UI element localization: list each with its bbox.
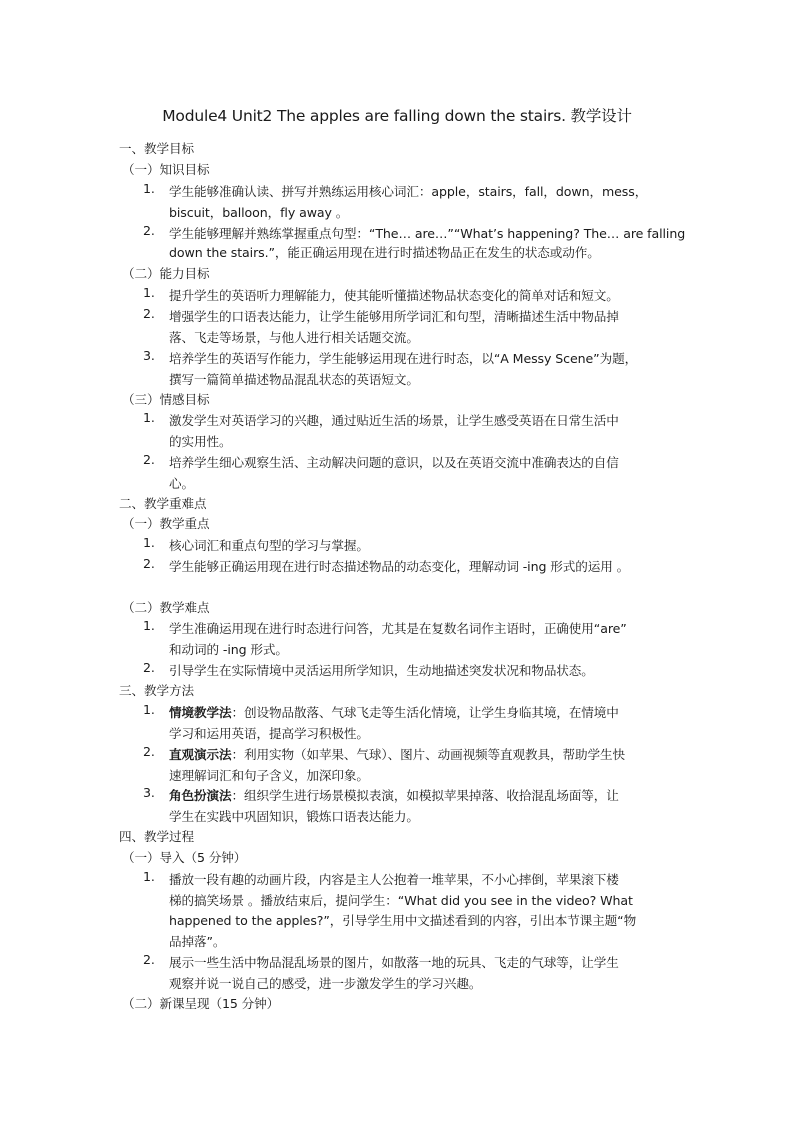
section-heading-methods: 三、教学方法 bbox=[119, 683, 194, 698]
list-item-text: 培养学生的英语写作能力，学生能够运用现在进行时态，以“A Messy Scene”为题， bbox=[169, 351, 638, 366]
list-item-text: 学生能够理解并熟练掌握重点句型：“The… are…”“What’s happening? The… are falling bbox=[169, 226, 686, 241]
list-item-text: 速理解词汇和句子含义，加深印象。 bbox=[169, 768, 369, 783]
list-item-text: 梯的搞笑场景 。播放结束后，提问学生：“What did you see in the video? What bbox=[169, 893, 633, 908]
list-item-text bbox=[169, 702, 619, 721]
list-item-text: 增强学生的口语表达能力，让学生能够用所学词汇和句型，清晰描述生活中物品掉 bbox=[169, 309, 619, 324]
list-item-text: 学生能够准确认读、拼写并熟练运用核心词汇：apple，stairs，fall，down，mess， bbox=[169, 184, 648, 199]
subsection-heading-intro: （一）导入（5 分钟） bbox=[122, 850, 247, 865]
method-description: ：创设物品散落、气球飞走等生活化情境，让学生身临其境，在情境中 bbox=[231, 705, 619, 720]
list-number: 3. bbox=[143, 785, 155, 800]
list-item-text: 和动词的 -ing 形式。 bbox=[169, 642, 288, 657]
list-number: 1. bbox=[143, 535, 155, 550]
list-number: 2. bbox=[143, 744, 155, 759]
list-item-text: 展示一些生活中物品混乱场景的图片，如散落一地的玩具、飞走的气球等，让学生 bbox=[169, 955, 619, 970]
list-item-text bbox=[169, 744, 625, 763]
list-number: 2. bbox=[143, 223, 155, 238]
list-item-text: 播放一段有趣的动画片段，内容是主人公抱着一堆苹果，不小心摔倒，苹果滚下楼 bbox=[169, 872, 619, 887]
section-heading-process: 四、教学过程 bbox=[119, 829, 194, 844]
subsection-heading-difficulty: （二）教学难点 bbox=[122, 600, 210, 615]
list-item-text: down the stairs.”，能正确运用现在进行时描述物品正在发生的状态或动作。 bbox=[169, 245, 600, 260]
list-number: 2. bbox=[143, 306, 155, 321]
list-number: 2. bbox=[143, 952, 155, 967]
list-number: 1. bbox=[143, 869, 155, 884]
subsection-heading-new-lesson: （二）新课呈现（15 分钟） bbox=[122, 996, 280, 1011]
list-item-text: 激发学生对英语学习的兴趣，通过贴近生活的场景，让学生感受英语在日常生活中 bbox=[169, 413, 619, 428]
list-item-text: 学生准确运用现在进行时态进行问答，尤其是在复数名词作主语时，正确使用“are” bbox=[169, 621, 627, 636]
document-title: Module4 Unit2 The apples are falling down the stairs. 教学设计 bbox=[162, 107, 632, 125]
list-item-text: biscuit，balloon，fly away 。 bbox=[169, 205, 349, 220]
subsection-heading-focus: （一）教学重点 bbox=[122, 516, 210, 531]
list-number: 2. bbox=[143, 452, 155, 467]
method-name: 情境教学法 bbox=[169, 705, 232, 720]
list-item-text: 观察并说一说自己的感受，进一步激发学生的学习兴趣。 bbox=[169, 976, 482, 991]
subsection-heading-knowledge: （一）知识目标 bbox=[122, 162, 210, 177]
subsection-heading-emotion: （三）情感目标 bbox=[122, 392, 210, 407]
list-item-text: 学生在实践中巩固知识，锻炼口语表达能力。 bbox=[169, 809, 419, 824]
list-item-text: happened to the apples?”，引导学生用中文描述看到的内容，引出本节课主题“物 bbox=[169, 913, 637, 928]
list-number: 1. bbox=[143, 181, 155, 196]
method-description: ：组织学生进行场景模拟表演，如模拟苹果掉落、收拾混乱场面等，让 bbox=[231, 788, 619, 803]
list-item-text: 培养学生细心观察生活、主动解决问题的意识，以及在英语交流中准确表达的自信 bbox=[169, 455, 619, 470]
list-item-text: 心。 bbox=[169, 476, 194, 491]
section-heading-key-points: 二、教学重难点 bbox=[119, 496, 207, 511]
list-number: 1. bbox=[143, 285, 155, 300]
list-number: 1. bbox=[143, 618, 155, 633]
section-heading-objectives: 一、教学目标 bbox=[119, 141, 194, 156]
list-item-text: 学生能够正确运用现在进行时态描述物品的动态变化，理解动词 -ing 形式的运用 。 bbox=[169, 559, 630, 574]
method-name: 角色扮演法 bbox=[169, 788, 232, 803]
list-item-text: 提升学生的英语听力理解能力，使其能听懂描述物品状态变化的简单对话和短文。 bbox=[169, 288, 619, 303]
list-number: 1. bbox=[143, 702, 155, 717]
list-item-text: 的实用性。 bbox=[169, 434, 232, 449]
subsection-heading-ability: （二）能力目标 bbox=[122, 266, 210, 281]
list-number: 2. bbox=[143, 660, 155, 675]
list-number: 2. bbox=[143, 556, 155, 571]
list-item-text: 落、飞走等场景，与他人进行相关话题交流。 bbox=[169, 330, 419, 345]
list-item-text: 引导学生在实际情境中灵活运用所学知识，生动地描述突发状况和物品状态。 bbox=[169, 663, 594, 678]
list-number: 1. bbox=[143, 410, 155, 425]
list-item-text: 撰写一篇简单描述物品混乱状态的英语短文。 bbox=[169, 372, 419, 387]
list-item-text bbox=[169, 785, 619, 804]
list-item-text: 核心词汇和重点句型的学习与掌握。 bbox=[169, 538, 369, 553]
list-number: 3. bbox=[143, 348, 155, 363]
method-name: 直观演示法 bbox=[169, 747, 232, 762]
list-item-text: 学习和运用英语，提高学习积极性。 bbox=[169, 726, 369, 741]
list-item-text: 品掉落”。 bbox=[169, 934, 226, 949]
method-description: ：利用实物（如苹果、气球）、图片、动画视频等直观教具，帮助学生快 bbox=[231, 747, 625, 762]
